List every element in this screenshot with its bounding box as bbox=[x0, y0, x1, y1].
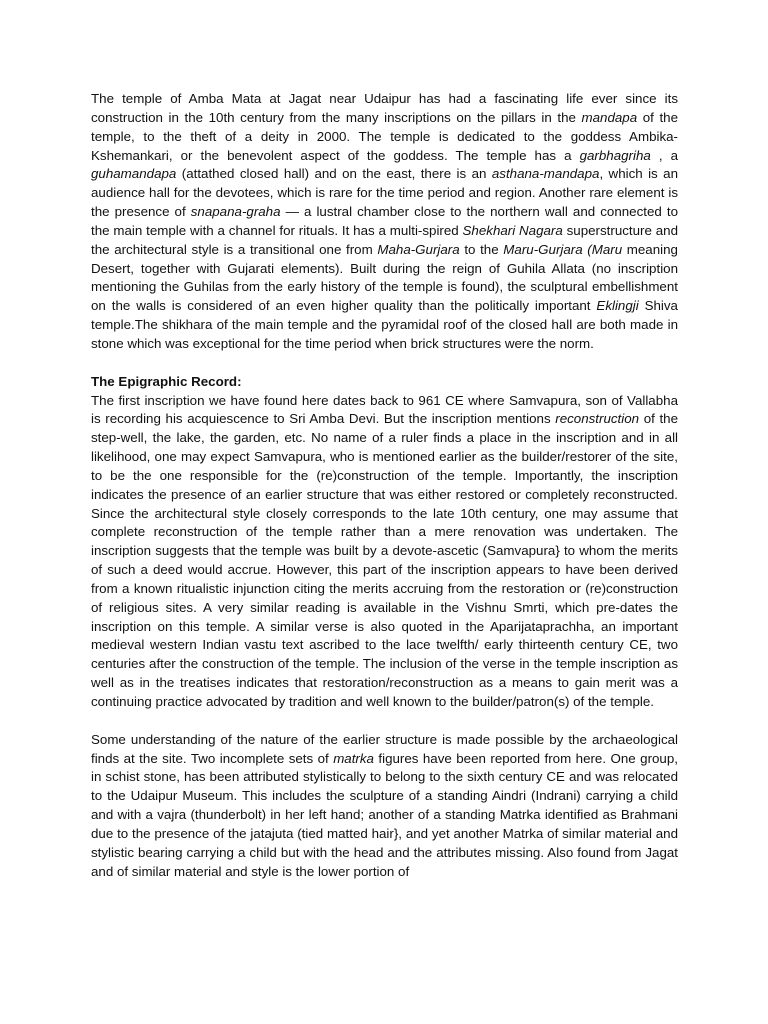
italic-term: snapana-graha bbox=[190, 204, 281, 220]
text-run: Some understanding of the nature of the earlier structure is made possible by the archaeological finds at the site. Two incomplete sets of bbox=[91, 731, 678, 766]
italic-term: Shekhari Nagara bbox=[462, 222, 563, 238]
text-run: — a lustral chamber close to the northern wall and connected to the main temple with a channel for rituals. It has a multi-spired bbox=[91, 204, 678, 238]
text-run: figures have been reported from here. One group, in schist stone, has been attributed stylistically to belong to the sixth century CE and was relocated to the Udaipur Museum. This includes the sculpture of a standing Aindri (Indrani) carrying a child and with a vajra (thunderbolt) in her left hand; another of a standing Matrka identified as Brahmani due to the presence of the jatajuta (tied matted hair}, and yet another Matrka of similar material and stylistic bearing carrying a child but with the head and the attributes missing. Also found from Jagat and of similar material and style is the lower portion of bbox=[91, 750, 678, 879]
italic-term: mandapa bbox=[581, 109, 638, 125]
text-run: (attathed closed hall) and on the east, there is an bbox=[176, 166, 492, 182]
text-run: to the bbox=[459, 241, 504, 257]
italic-term: Eklingji bbox=[596, 298, 639, 314]
italic-term: garbhagriha bbox=[579, 147, 651, 163]
italic-term: matrka bbox=[333, 750, 374, 766]
paragraph-epigraphic bbox=[91, 392, 678, 712]
text-run: , a bbox=[650, 147, 678, 163]
text-run: , which is an audience hall for the devotees, which is rare for the time period and region. Another rare element is the presence of bbox=[91, 166, 678, 220]
paragraph-intro bbox=[91, 90, 678, 354]
italic-term: reconstruction bbox=[555, 411, 640, 427]
text-run: of the step-well, the lake, the garden, etc. No name of a ruler finds a place in the inscription and in all likelihood, one may expect Samvapura, who is mentioned earlier as the builder/restorer of the site, to be the one responsible for the (re)construction of the temple. Importantly, the inscription indicates the presence of an earlier structure that was either restored or completely reconstructed. Since the architectural style closely corresponds to the late 10th century, one may assume that complete reconstruction of the temple rather than a mere renovation was undertaken. The inscription suggests that the temple was built by a devote-ascetic (Samvapura} to whom the merits of such a deed would accrue. However, this part of the inscription appears to have been derived from a known ritualistic injunction citing the merits accruing from the restoration or (re)construction of religious sites. A very similar reading is available in the Vishnu Smrti, which pre-dates the inscription on this temple. A similar verse is also quoted in the Aparijataprachha, an important medieval western Indian vastu text ascribed to the lace twelfth/ early thirteenth century CE, two centuries after the construction of the temple. The inclusion of the verse in the temple inscription as well as in the treatises indicates that restoration/reconstruction as a means to gain merit was a continuing practice advocated by tradition and well known to the builder/patron(s) of the temple. bbox=[91, 411, 679, 709]
text-run: The first inscription we have found here dates back to 961 CE where Samvapura, son of Vallabha is recording his acquiescence to Sri Amba Devi. But the inscription mentions bbox=[91, 392, 678, 427]
document-page bbox=[91, 90, 678, 881]
paragraph-archaeology bbox=[91, 731, 678, 882]
section-heading: The Epigraphic Record: bbox=[91, 373, 242, 389]
paragraph-gap bbox=[91, 354, 678, 373]
italic-term: guhamandapa bbox=[91, 166, 177, 182]
italic-term: Maha-Gurjara bbox=[377, 241, 460, 257]
italic-term: Maru-Gurjara (Maru bbox=[503, 241, 623, 257]
text-run: of the temple, to the theft of a deity in 2000. The temple is dedicated to the goddess Ambika-Kshemankari, or the benevolent aspect of the goddess. The temple has a bbox=[91, 109, 678, 163]
text-run: superstructure and the architectural style is a transitional one from bbox=[91, 222, 679, 257]
text-run: The temple of Amba Mata at Jagat near Udaipur has had a fascinating life ever since its construction in the 10th century from the many inscriptions on the pillars in the bbox=[91, 91, 678, 125]
paragraph-gap bbox=[91, 712, 678, 731]
text-run: Shiva temple.The shikhara of the main temple and the pyramidal roof of the closed hall are both made in stone which was exceptional for the time period when brick structures were the norm. bbox=[91, 298, 678, 351]
text-run: meaning Desert, together with Gujarati elements). Built during the reign of Guhila Allata (no inscription mentioning the Guhilas from the early history of the temple is found), the sculptural embellishment on the walls is considered of an even higher quality than the politically important bbox=[91, 241, 678, 314]
italic-term: asthana-mandapa bbox=[491, 166, 600, 182]
